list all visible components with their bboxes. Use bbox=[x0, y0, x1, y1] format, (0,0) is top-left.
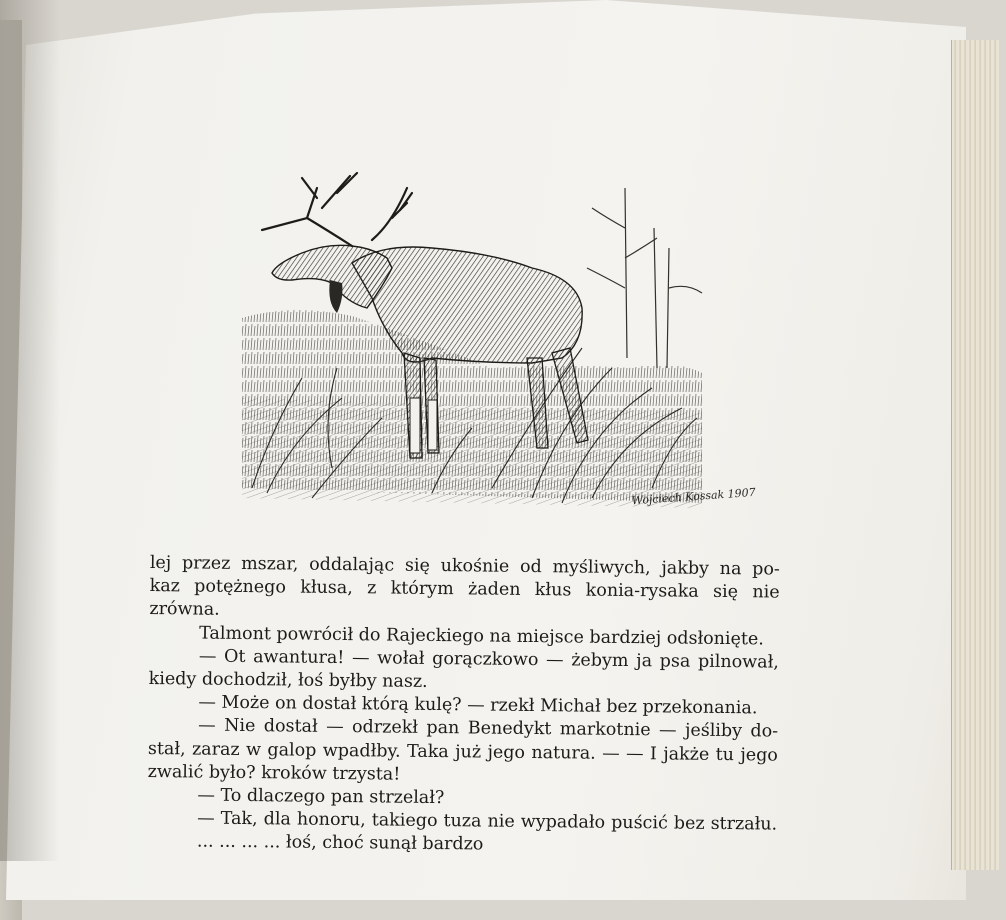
page-stack-edges bbox=[951, 40, 1000, 870]
text-line: — Może on dostał którą kulę? — rzekł Michał bez przekonania. bbox=[198, 692, 758, 719]
text-line: kiedy dochodził, łoś byłby nasz. bbox=[148, 669, 428, 692]
moose-engraving bbox=[232, 168, 757, 520]
text-line: Talmont powrócił do Rajeckiego na miejsce bardziej odsłonięte. bbox=[199, 623, 764, 650]
text-line: kaz potężnego kłusa, z którym żaden kłus konia-rysaka się nie bbox=[149, 576, 780, 603]
text-line: lej przez mszar, oddalając się ukośnie od myśliwych, jakby na po- bbox=[149, 552, 780, 580]
text-line: stał, zaraz w galop wpadłby. Taka już jego natura. — — I jakże tu jego bbox=[147, 738, 779, 766]
page-text bbox=[147, 552, 780, 860]
text-line: — To dlaczego pan strzelał? bbox=[197, 785, 445, 809]
text-line: ... ... ... ... łoś, choć sunął bardzo bbox=[196, 831, 484, 855]
text-line: zwalić było? kroków trzysta! bbox=[147, 761, 401, 785]
text-line: — Nie dostał — odrzekł pan Benedykt markotnie — jeśliby do- bbox=[198, 715, 779, 743]
moose-illustration bbox=[232, 168, 757, 520]
gutter-shadow bbox=[0, 0, 60, 861]
text-line: — Ot awantura! — wołał gorączkowo — żebym ja psa pilnował, bbox=[198, 646, 779, 673]
illustration-signature: Wojciech Kossak 1907 bbox=[631, 485, 757, 508]
text-line: zrówna. bbox=[149, 599, 220, 621]
text-line: — Tak, dla honoru, takiego tuza nie wypadało puścić bez strzału. bbox=[197, 808, 778, 835]
